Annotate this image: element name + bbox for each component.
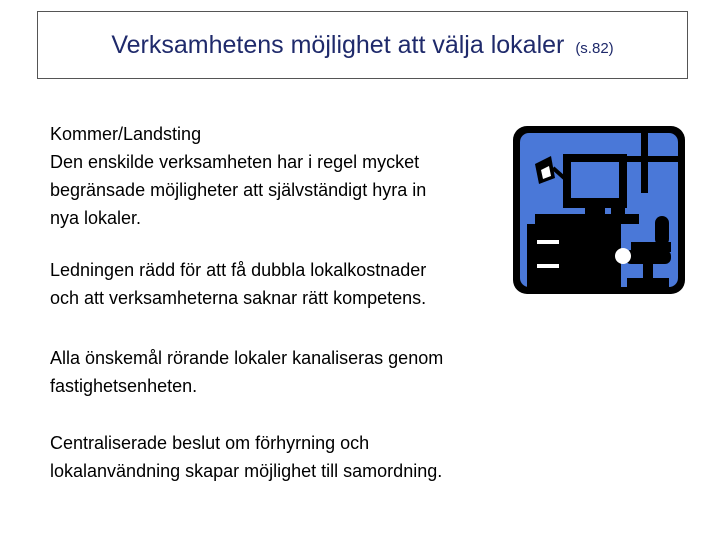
paragraph-4 (50, 429, 510, 485)
slide-content (50, 120, 510, 485)
paragraph-line: Alla önskemål rörande lokaler kanaliseras genom (50, 348, 444, 368)
paragraph-line: Ledningen rädd för att få dubbla lokalkostnader (50, 260, 427, 280)
title-box (37, 11, 688, 79)
paragraph-3 (50, 344, 510, 400)
paragraph-line: Den enskilde verksamheten har i regel mycket (50, 152, 420, 172)
slide-title (111, 31, 613, 60)
paragraph-line: Centraliserade beslut om förhyrning och (50, 433, 370, 453)
paragraph-1 (50, 120, 510, 232)
office-desk-computer-icon (513, 126, 685, 294)
paragraph-line: begränsade möjligheter att självständigt hyra in (50, 180, 427, 200)
paragraph-line: lokalanvändning skapar möjlighet till samordning. (50, 461, 443, 481)
slide-title-main: Verksamhetens möjlighet att välja lokaler (111, 30, 565, 59)
paragraph-line: fastighetsenheten. (50, 376, 198, 396)
paragraph-2 (50, 256, 510, 312)
paragraph-line: nya lokaler. (50, 208, 142, 228)
paragraph-line: och att verksamheterna saknar rätt kompetens. (50, 288, 427, 308)
section-heading: Kommer/Landsting (50, 124, 202, 144)
slide-title-page-ref: (s.82) (575, 39, 614, 57)
